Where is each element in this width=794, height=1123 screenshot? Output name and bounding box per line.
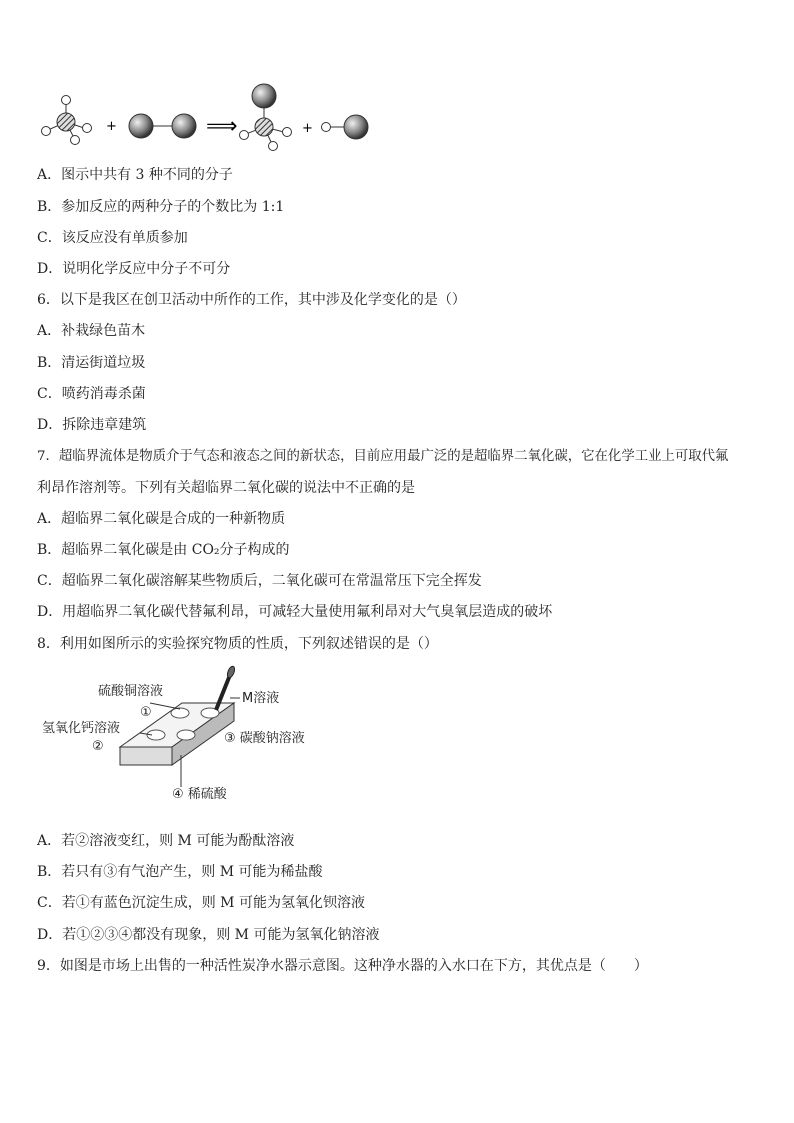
molecule-3	[240, 84, 292, 151]
q6-option-c: C．喷药消毒杀菌	[37, 386, 146, 402]
q7-option-d: D．用超临界二氧化碳代替氟利昂，可减轻大量使用氟利昂对大气臭氧层造成的破坏	[37, 604, 553, 620]
spot-plate-figure	[40, 665, 340, 805]
q6-stem: 6．以下是我区在创卫活动中所作的工作，其中涉及化学变化的是（）	[37, 292, 466, 308]
q9-stem: 9．如图是市场上出售的一种活性炭净水器示意图。这种净水器的入水口在下方，其优点是（ ）	[37, 958, 648, 974]
q6-option-d: D．拆除违章建筑	[37, 417, 147, 433]
label-calcium-hydroxide: 氢氧化钙溶液	[42, 721, 121, 736]
q7-option-a: A．超临界二氧化碳是合成的一种新物质	[37, 511, 286, 527]
q5-option-c: C．该反应没有单质参加	[37, 230, 188, 246]
q8-stem: 8．利用如图所示的实验探究物质的性质，下列叙述错误的是（）	[37, 636, 438, 652]
q6-option-a: A．补栽绿色苗木	[37, 323, 146, 339]
q8-option-a: A．若②溶液变红，则 M 可能为酚酞溶液	[37, 833, 295, 849]
q5-option-b: B．参加反应的两种分子的个数比为 1:1	[37, 199, 285, 215]
reaction-figure	[36, 82, 376, 152]
label-copper-sulfate: 硫酸铜溶液	[98, 684, 164, 699]
q7-option-b: B．超临界二氧化碳是由 CO₂分子构成的	[37, 542, 290, 558]
molecule-1	[42, 96, 92, 145]
q5-option-d: D．说明化学反应中分子不可分	[37, 261, 231, 277]
label-sodium-carbonate: ③ 碳酸钠溶液	[224, 731, 305, 746]
molecule-4	[322, 115, 369, 139]
reaction-arrow: ⟹	[206, 114, 238, 139]
label-num-1: ①	[140, 705, 152, 720]
label-m-solution: M溶液	[242, 691, 280, 706]
q8-option-c: C．若①有蓝色沉淀生成，则 M 可能为氢氧化钡溶液	[37, 895, 365, 911]
plus-sign-1: +	[106, 119, 117, 134]
q8-option-d: D．若①②③④都没有现象，则 M 可能为氢氧化钠溶液	[37, 927, 380, 943]
label-sulfuric-acid: ④ 稀硫酸	[172, 787, 227, 802]
q7-option-c: C．超临界二氧化碳溶解某些物质后，二氧化碳可在常温常压下完全挥发	[37, 573, 482, 589]
q5-option-a: A．图示中共有 3 种不同的分子	[37, 167, 233, 183]
q6-option-b: B．清运街道垃圾	[37, 355, 146, 371]
q7-stem-line2: 利昂作溶剂等。下列有关超临界二氧化碳的说法中不正确的是	[37, 480, 415, 496]
molecule-2	[129, 114, 196, 138]
q7-stem-line1: 7．超临界流体是物质介于气态和液态之间的新状态，目前应用最广泛的是超临界二氧化碳，它在化学工业上可取代氟	[37, 449, 729, 464]
q8-option-b: B．若只有③有气泡产生，则 M 可能为稀盐酸	[37, 864, 323, 880]
label-num-2: ②	[92, 739, 104, 754]
plus-sign-2: +	[302, 121, 313, 136]
